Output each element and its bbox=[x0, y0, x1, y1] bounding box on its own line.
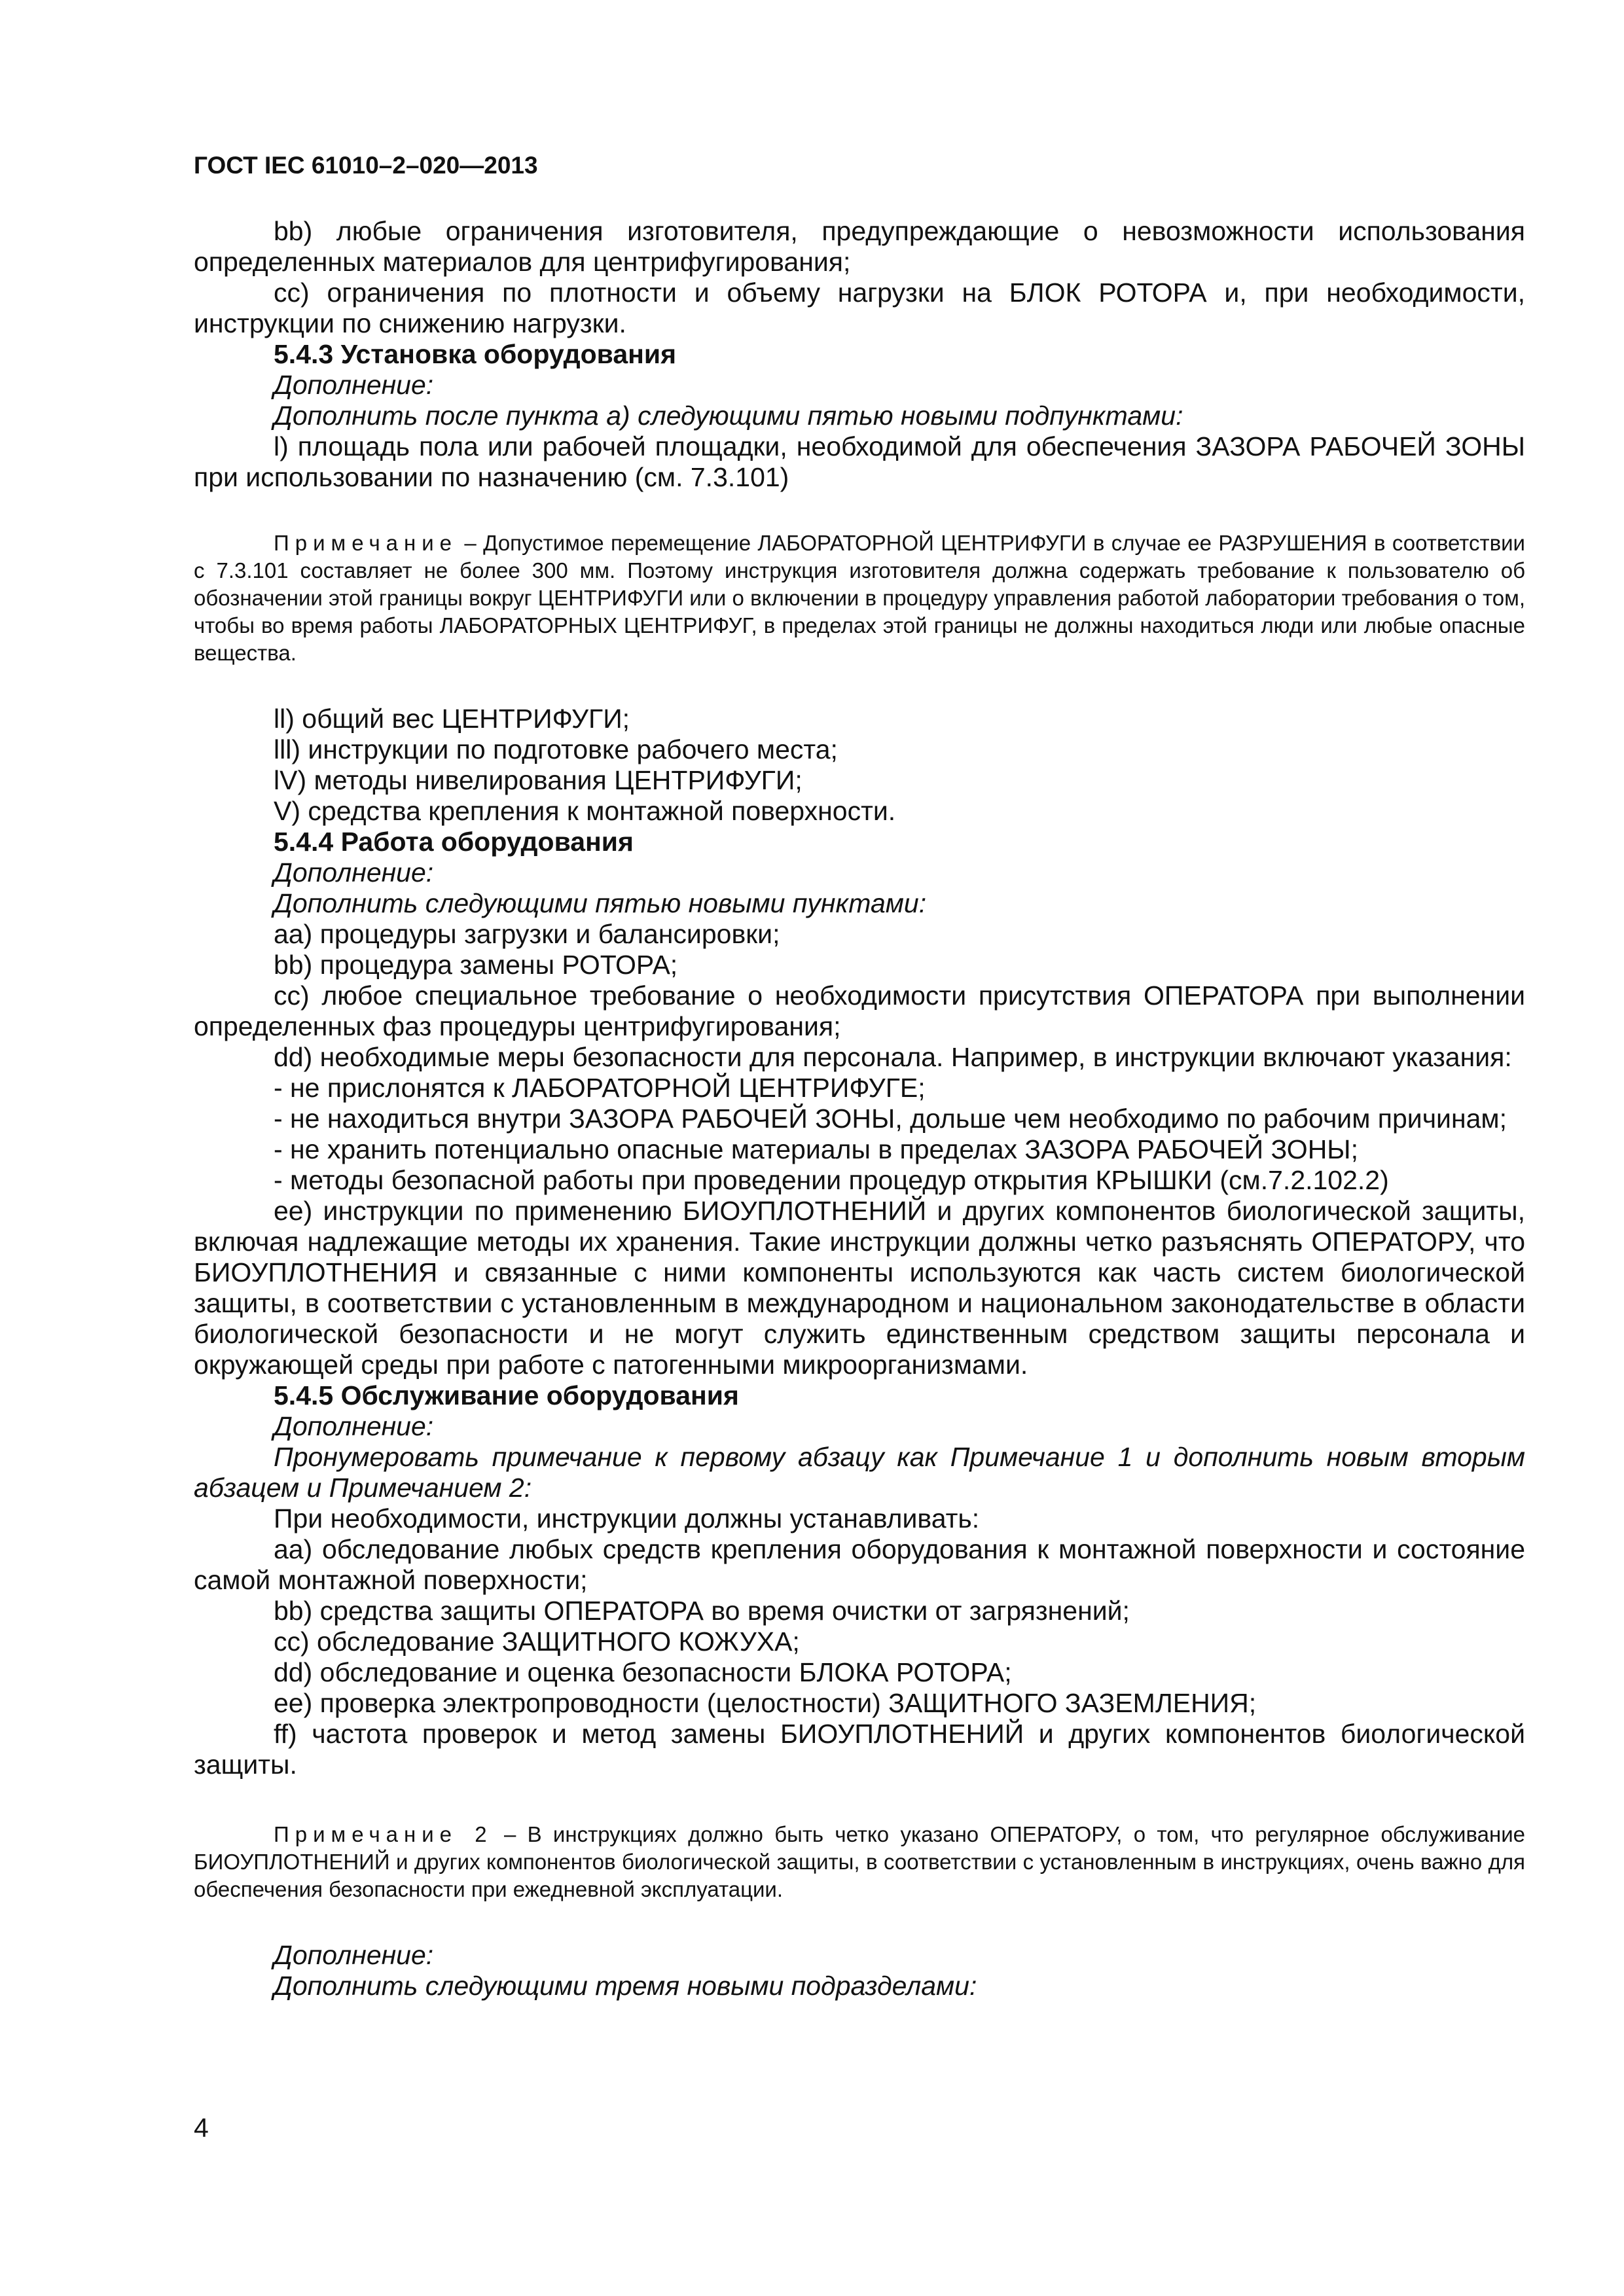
addition-label: Дополнение: bbox=[274, 370, 434, 400]
document-header: ГОСТ IEC 61010–2–020—2013 bbox=[194, 152, 538, 179]
list-item: dd) необходимые меры безопасности для персонала. Например, в инструкции включают указания: bbox=[274, 1042, 1512, 1072]
amendment-instruction: Пронумеровать примечание к первому абзацу как Примечание 1 и дополнить новым вторым абзацем и Примечанием 2: bbox=[194, 1442, 1525, 1503]
section-heading: 5.4.4 Работа оборудования bbox=[274, 827, 634, 857]
list-item: - не хранить потенциально опасные материалы в пределах ЗАЗОРА РАБОЧЕЙ ЗОНЫ; bbox=[274, 1134, 1358, 1164]
note bbox=[194, 529, 1525, 667]
list-item: lll) инструкции по подготовке рабочего места; bbox=[274, 734, 838, 764]
amendment-instruction: Дополнить следующими пятью новыми пунктами: bbox=[274, 888, 927, 918]
note-label: Примечание bbox=[274, 531, 458, 555]
list-item: - методы безопасной работы при проведении процедур открытия КРЫШКИ (см.7.2.102.2) bbox=[274, 1165, 1389, 1195]
list-item: bb) процедура замены РОТОРА; bbox=[274, 950, 678, 980]
list-item: ee) инструкции по применению БИОУПЛОТНЕНИЙ и других компонентов биологической защиты, включая надлежащие методы их хранения. Такие инструкции должны четко разъяснять ОПЕРАТОРУ, что БИОУПЛОТНЕНИЯ и связанные с ними компоненты используются как часть систем биологической защиты, в соответствии с установленным в международном и национальном законодательстве в области биологической безопасности и не могут служить единственным средством защиты персонала и окружающей среды при работе с патогенными микроорганизмами. bbox=[194, 1196, 1525, 1380]
note-text: В инструкциях должно быть четко указано ОПЕРАТОРУ, о том, что регулярное обслуживание БИОУПЛОТНЕНИЙ и других компонентов биологической защиты, в соответствии с установленным в инструкциях, очень важно для обеспечения безопасности при ежедневной эксплуатации. bbox=[194, 1822, 1525, 1901]
list-item: - не прислонятся к ЛАБОРАТОРНОЙ ЦЕНТРИФУГЕ; bbox=[274, 1073, 926, 1103]
list-item: bb) любые ограничения изготовителя, предупреждающие о невозможности использования определенных материалов для центрифугирования; bbox=[194, 216, 1525, 277]
amendment-instruction: Дополнить после пункта a) следующими пятью новыми подпунктами: bbox=[274, 401, 1183, 431]
list-item: ee) проверка электропроводности (целостности) ЗАЩИТНОГО ЗАЗЕМЛЕНИЯ; bbox=[274, 1688, 1257, 1718]
list-item: dd) обследование и оценка безопасности БЛОКА РОТОРА; bbox=[274, 1657, 1012, 1687]
list-item: l) площадь пола или рабочей площадки, необходимой для обеспечения ЗАЗОРА РАБОЧЕЙ ЗОНЫ при использовании по назначению (см. 7.3.101) bbox=[194, 431, 1525, 492]
amendment-instruction: Дополнить следующими тремя новыми подразделами: bbox=[274, 1971, 977, 2001]
note-dash: – bbox=[492, 1822, 528, 1846]
note-label: Примечание 2 bbox=[274, 1822, 493, 1846]
paragraph: При необходимости, инструкции должны устанавливать: bbox=[274, 1503, 980, 1534]
section-heading: 5.4.5 Обслуживание оборудования bbox=[274, 1380, 739, 1410]
section-heading: 5.4.3 Установка оборудования bbox=[274, 339, 677, 369]
list-item: ff) частота проверок и метод замены БИОУПЛОТНЕНИЙ и других компонентов биологической защиты. bbox=[194, 1719, 1525, 1780]
list-item: lV) методы нивелирования ЦЕНТРИФУГИ; bbox=[274, 765, 803, 795]
note-dash: – bbox=[458, 531, 484, 555]
page-body bbox=[194, 216, 1525, 2001]
list-item: aa) обследование любых средств крепления оборудования к монтажной поверхности и состояние самой монтажной поверхности; bbox=[194, 1534, 1525, 1595]
addition-label: Дополнение: bbox=[274, 1940, 434, 1970]
page-number: 4 bbox=[194, 2113, 209, 2143]
list-item: cc) ограничения по плотности и объему нагрузки на БЛОК РОТОРА и, при необходимости, инструкции по снижению нагрузки. bbox=[194, 278, 1525, 338]
list-item: bb) средства защиты ОПЕРАТОРА во время очистки от загрязнений; bbox=[274, 1596, 1130, 1626]
list-item: cc) любое специальное требование о необходимости присутствия ОПЕРАТОРА при выполнении определенных фаз процедуры центрифугирования; bbox=[194, 980, 1525, 1041]
list-item: cc) обследование ЗАЩИТНОГО КОЖУХА; bbox=[274, 1626, 800, 1657]
list-item: - не находиться внутри ЗАЗОРА РАБОЧЕЙ ЗОНЫ, дольше чем необходимо по рабочим причинам; bbox=[274, 1103, 1507, 1134]
note-text: Допустимое перемещение ЛАБОРАТОРНОЙ ЦЕНТРИФУГИ в случае ее РАЗРУШЕНИЯ в соответствии с 7.3.101 составляет не более 300 мм. Поэтому инструкция изготовителя должна содержать требование к пользователю об обозначении этой границы вокруг ЦЕНТРИФУГИ или о включении в процедуру управления работой лаборатории требования о том, чтобы во время работы ЛАБОРАТОРНЫХ ЦЕНТРИФУГ, в пределах этой границы не должны находиться люди или любые опасные вещества. bbox=[194, 531, 1525, 665]
list-item: V) средства крепления к монтажной поверхности. bbox=[274, 796, 896, 826]
list-item: aa) процедуры загрузки и балансировки; bbox=[274, 919, 780, 949]
addition-label: Дополнение: bbox=[274, 1411, 434, 1441]
note bbox=[194, 1821, 1525, 1903]
addition-label: Дополнение: bbox=[274, 857, 434, 888]
list-item: ll) общий вес ЦЕНТРИФУГИ; bbox=[274, 704, 630, 734]
